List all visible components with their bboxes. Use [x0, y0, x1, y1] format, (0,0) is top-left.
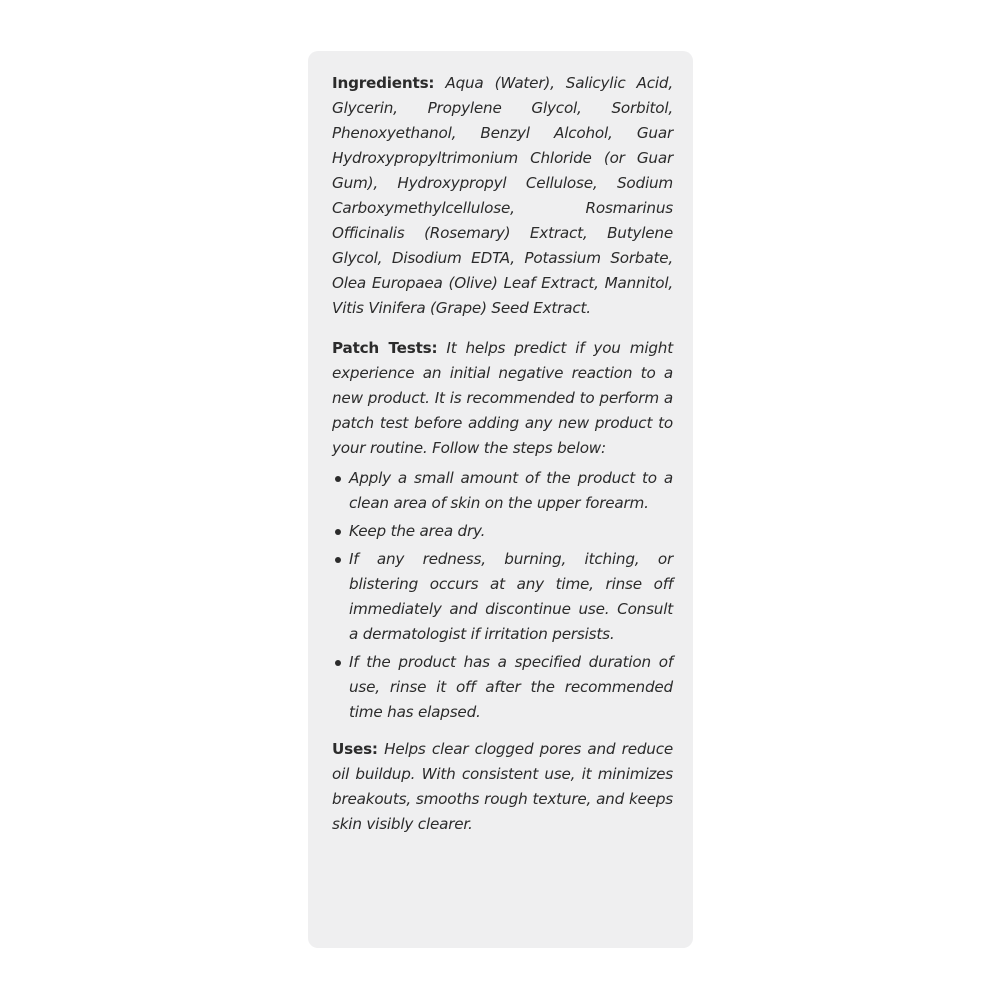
step-text: Keep the area dry.: [349, 522, 486, 540]
uses-heading: Uses:: [332, 740, 378, 758]
ingredients-section: [332, 71, 673, 321]
bullet-icon: [335, 529, 341, 535]
product-label-panel: [308, 51, 693, 948]
uses-text: Helps clear clogged pores and reduce oil buildup. With consistent use, it minimizes breakouts, smooths rough texture, and keeps skin visibly clearer.: [332, 740, 673, 833]
patch-tests-heading: Patch Tests:: [332, 339, 438, 357]
ingredients-heading: Ingredients:: [332, 74, 435, 92]
list-item: [332, 650, 673, 725]
bullet-icon: [335, 557, 341, 563]
list-item: [332, 519, 673, 544]
patch-test-steps-list: [332, 466, 673, 725]
bullet-icon: [335, 476, 341, 482]
list-item: [332, 466, 673, 516]
ingredients-text: Aqua (Water), Salicylic Acid, Glycerin, Propylene Glycol, Sorbitol, Phenoxyethanol, Benzyl Alcohol, Guar Hydroxypropyltrimonium Chloride (or Guar Gum), Hydroxypropyl Cellulose, Sodium Carboxymethylcellulose, Rosmarinus Officinalis (Rosemary) Extract, Butylene Glycol, Disodium EDTA, Potassium Sorbate, Olea Europaea (Olive) Leaf Extract, Mannitol, Vitis Vinifera (Grape) Seed Extract.: [332, 74, 673, 317]
uses-section: [332, 737, 673, 837]
bullet-icon: [335, 660, 341, 666]
patch-tests-text: It helps predict if you might experience an initial negative reaction to a new product. It is recommended to perform a patch test before adding any new product to your routine. Follow the steps below:: [332, 339, 673, 457]
step-text: Apply a small amount of the product to a clean area of skin on the upper forearm.: [349, 469, 673, 512]
step-text: If any redness, burning, itching, or blistering occurs at any time, rinse off immediately and discontinue use. Consult a dermatologist if irritation persists.: [349, 550, 673, 643]
patch-tests-section: [332, 336, 673, 461]
list-item: [332, 547, 673, 647]
step-text: If the product has a specified duration of use, rinse it off after the recommended time has elapsed.: [349, 653, 673, 721]
